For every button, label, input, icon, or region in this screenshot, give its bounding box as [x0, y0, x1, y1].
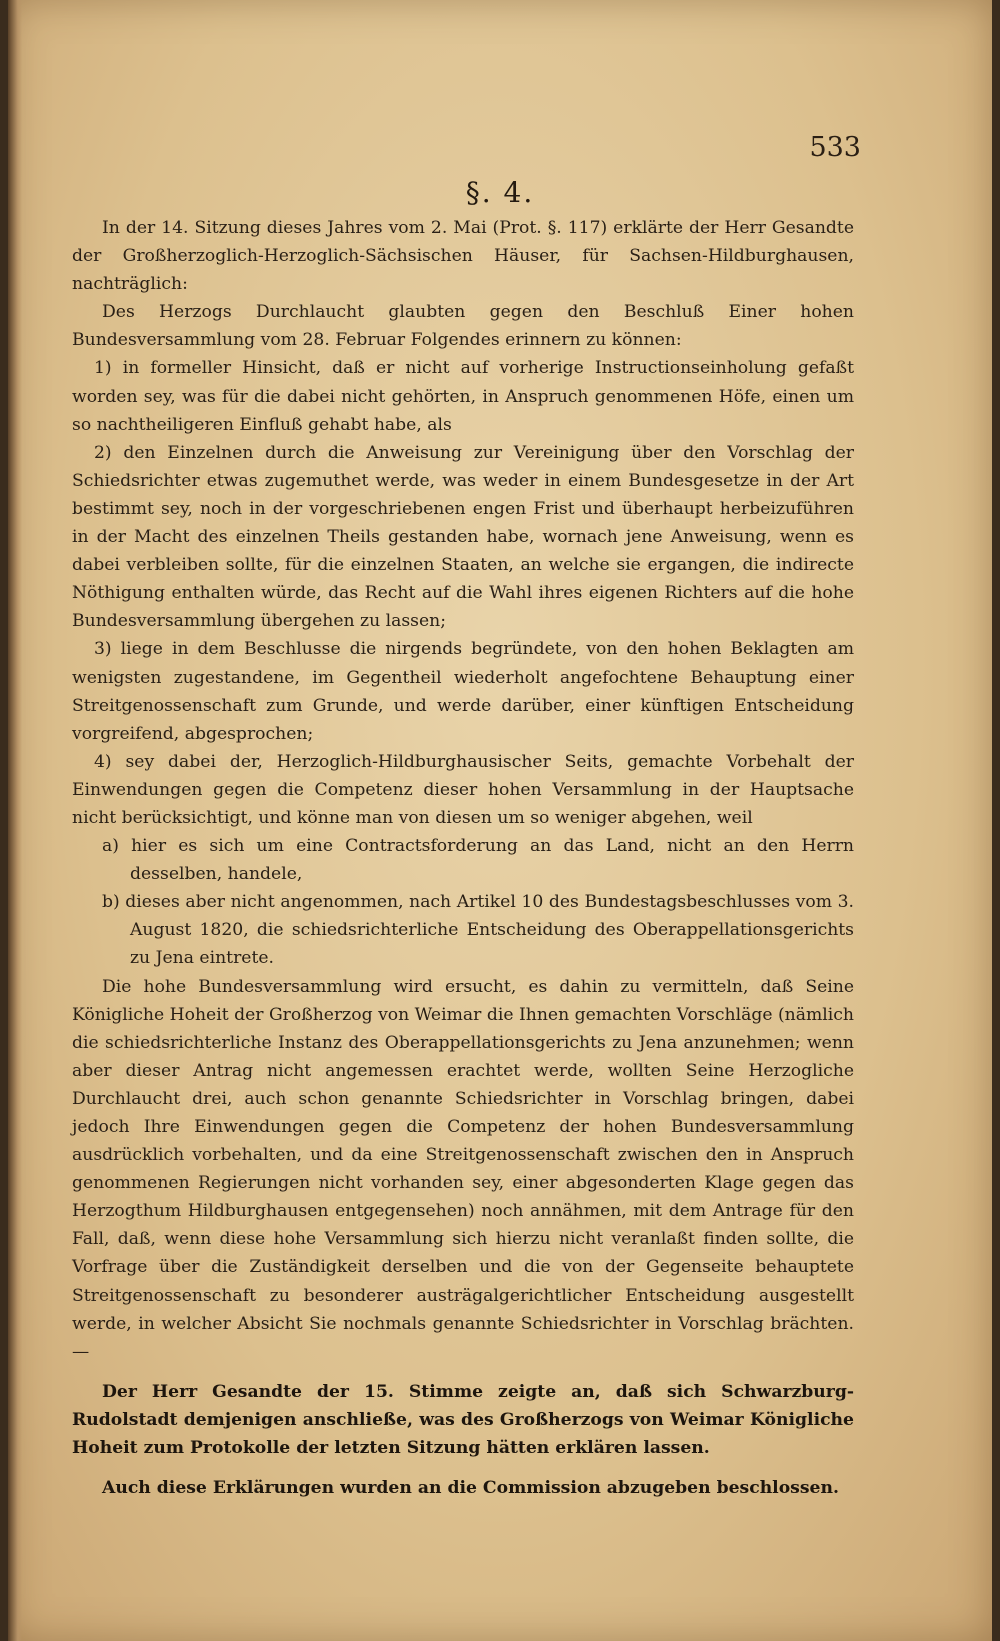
- document-page: [8, 0, 992, 1641]
- body-text: [72, 214, 854, 1502]
- list-item-2: 2) den Einzelnen durch die Anweisung zur Vereinigung über den Vorschlag der Schiedsrichter etwas zugemuthet werde, was weder in einem Bundesgesetze in der Art bestimmt sey, noch in der vorgeschriebenen engen Frist und überhaupt herbeizuführen in der Macht des einzelnen Theils gestanden habe, wornach jene Anweisung, wenn es dabei verbleiben sollte, für die einzelnen Staaten, an welche sie ergangen, die indirecte Nöthigung enthalten würde, das Recht auf die Wahl ihres eigenen Richters auf die hohe Bundesversammlung übergehen zu lassen;: [72, 442, 854, 632]
- list-item-3: 3) liege in dem Beschlusse die nirgends begründete, von den hohen Beklagten am wenigsten zugestandene, im Gegentheil wiederholt angefochtene Behauptung einer Streitgenossenschaft zum Grunde, und werde darüber, einer künftigen Entscheidung vorgreifend, abgesprochen;: [72, 639, 854, 744]
- paragraph-15th-vote: Der Herr Gesandte der 15. Stimme zeigte an, daß sich Schwarzburg-Rudolstadt demjenigen anschließe, was des Großherzogs von Weimar Königliche Hoheit zum Protokolle der letzten Sitzung hätten erklären lassen.: [72, 1381, 854, 1459]
- list-item-1: 1) in formeller Hinsicht, daß er nicht auf vorherige Instructionseinholung gefaßt worden sey, was für die dabei nicht gehörten, in Anspruch genommenen Höfe, einen um so nachtheiligeren Einfluß gehabt habe, als: [72, 358, 854, 435]
- paragraph-request: Die hohe Bundesversammlung wird ersucht, es dahin zu vermitteln, daß Seine Königliche Hoheit der Großherzog von Weimar die Ihnen gemachten Vorschläge (nämlich die schiedsrichterliche Instanz des Oberappellationsgerichts zu Jena anzunehmen; wenn aber dieser Antrag nicht angemessen erachtet werde, wollten Seine Herzogliche Durchlaucht drei, auch schon genannte Schiedsrichter in Vorschlag bringen, dabei jedoch Ihre Einwendungen gegen die Competenz der hohen Bundesversammlung ausdrücklich vorbehalten, und da eine Streitgenossenschaft zwischen den in Anspruch genommenen Regierungen nicht vorhanden sey, einer abgesonderten Klage gegen das Herzogthum Hildburghausen entgegensehen) noch annähmen, mit dem Antrage für den Fall, daß, wenn diese hohe Versammlung sich hierzu nicht veranlaßt finden sollte, die Vorfrage über die Zuständigkeit derselben und die von der Gegenseite behauptete Streitgenossenschaft zu besonderer austrägalgerichtlicher Entscheidung ausgestellt werde, in welcher Absicht Sie nochmals genannte Schiedsrichter in Vorschlag brächten. —: [72, 976, 854, 1362]
- page-number: 533: [809, 132, 861, 163]
- section-heading: §. 4.: [465, 176, 535, 209]
- list-item-4: 4) sey dabei der, Herzoglich-Hildburghausischer Seits, gemachte Vorbehalt der Einwendungen gegen die Competenz dieser hohen Versammlung in der Hauptsache nicht berücksichtigt, und könne man von diesen um so weniger abgehen, weil: [72, 751, 854, 828]
- paragraph-intro: In der 14. Sitzung dieses Jahres vom 2. Mai (Prot. §. 117) erklärte der Herr Gesandte der Großherzoglich-Herzoglich-Sächsischen Häuser, für Sachsen-Hildburghausen, nachträglich:: [72, 218, 854, 295]
- page-edge-shadow: [8, 0, 22, 1641]
- sub-item-a: a) hier es sich um eine Contractsforderung an das Land, nicht an den Herrn desselben, handele,: [102, 836, 854, 885]
- paragraph-declaration: Des Herzogs Durchlaucht glaubten gegen den Beschluß Einer hohen Bundesversammlung vom 28. Februar Folgendes erinnern zu können:: [72, 302, 854, 351]
- paragraph-conclusion: Auch diese Erklärungen wurden an die Commission abzugeben beschlossen.: [102, 1478, 839, 1499]
- sub-item-b: b) dieses aber nicht angenommen, nach Artikel 10 des Bundestagsbeschlusses vom 3. August 1820, die schiedsrichterliche Entscheidung des Oberappellationsgerichts zu Jena eintrete.: [102, 892, 854, 969]
